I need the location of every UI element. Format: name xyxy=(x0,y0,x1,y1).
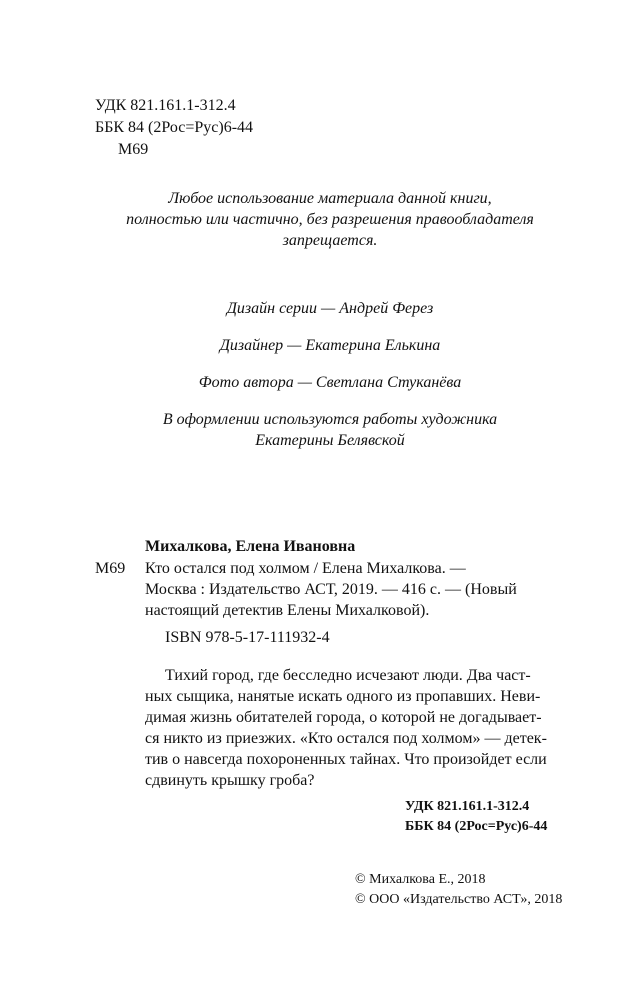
isbn: ISBN 978-5-17-111932-4 xyxy=(165,629,330,646)
udk-code-bottom: УДК 821.161.1-312.4 xyxy=(405,799,530,814)
annotation-line: ся никто из приезжих. «Кто остался под холмом» — детек- xyxy=(145,730,547,747)
bbk-code-bottom: ББК 84 (2Рос=Рус)6-44 xyxy=(405,819,548,834)
annotation-line: ных сыщика, нанятые искать одного из пропавших. Неви- xyxy=(145,688,541,705)
description-line: Москва : Издательство АСТ, 2019. — 416 с. — (Новый xyxy=(145,581,517,598)
author-heading: Михалкова, Елена Ивановна xyxy=(145,538,356,555)
copyright-notice-line: Любое использование материала данной книги, xyxy=(168,190,492,207)
annotation-line: тив о навсегда похороненных тайнах. Что произойдет если xyxy=(145,751,547,768)
credit-artist-line: В оформлении используются работы художника xyxy=(162,411,498,428)
credit-designer: Дизайнер — Екатерина Елькина xyxy=(219,337,441,354)
annotation-line: димая жизнь обитателей города, о которой не догадывает- xyxy=(145,709,542,726)
annotation xyxy=(145,665,547,791)
credit-series-design: Дизайн серии — Андрей Ферез xyxy=(226,300,434,317)
annotation-line: Тихий город, где бесследно исчезают люди. Два част- xyxy=(165,667,531,684)
author-mark-top: М69 xyxy=(118,141,149,158)
copyright-publisher: © ООО «Издательство АСТ», 2018 xyxy=(355,892,563,907)
copyright-notice-line: полностью или частично, без разрешения правообладателя xyxy=(126,211,534,228)
annotation-line: сдвинуть крышку гроба? xyxy=(145,772,315,789)
credit-artist-line: Екатерины Белявской xyxy=(255,432,405,449)
copyright-author: © Михалкова Е., 2018 xyxy=(355,872,486,887)
credit-author-photo: Фото автора — Светлана Стуканёва xyxy=(198,374,462,391)
description-line: настоящий детектив Елены Михалковой). xyxy=(145,602,430,619)
bbk-code-top: ББК 84 (2Рос=Рус)6-44 xyxy=(95,119,254,136)
copyright-notice-line: запрещается. xyxy=(282,232,378,249)
credit-artist xyxy=(60,409,600,451)
description-line: Кто остался под холмом / Елена Михалкова. — xyxy=(145,560,466,577)
author-mark: М69 xyxy=(95,560,126,577)
copyright-notice xyxy=(60,188,600,251)
udk-code-top: УДК 821.161.1-312.4 xyxy=(95,97,236,114)
bibliographic-description xyxy=(145,558,517,621)
